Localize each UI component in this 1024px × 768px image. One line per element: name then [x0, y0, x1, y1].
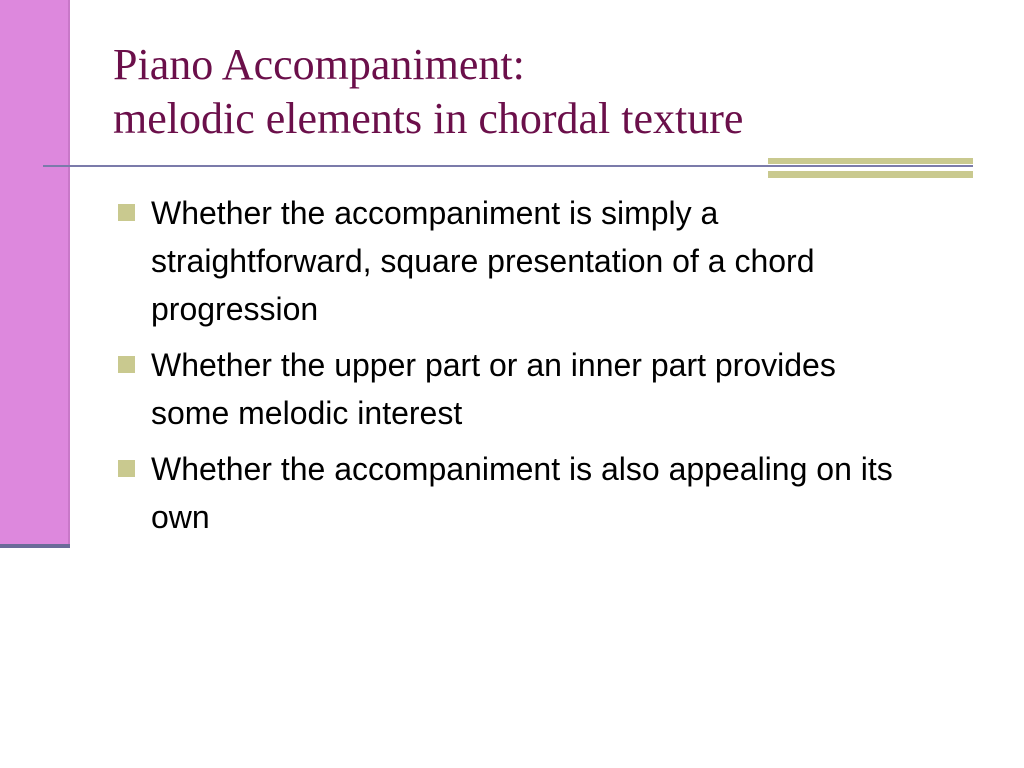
- left-bar-bottom-rule: [0, 544, 70, 548]
- title-line-1: Piano Accompaniment:: [113, 40, 525, 89]
- bullet-text: Whether the upper part or an inner part provides some melodic interest: [151, 347, 836, 431]
- left-bar-edge: [68, 0, 70, 546]
- accent-stripe: [768, 158, 973, 164]
- accent-stripe: [768, 171, 973, 178]
- accent-stripes: [768, 158, 973, 178]
- square-bullet-icon: [118, 460, 135, 477]
- square-bullet-icon: [118, 356, 135, 373]
- left-decorative-bar: [0, 0, 68, 546]
- square-bullet-icon: [118, 204, 135, 221]
- title-line-2: melodic elements in chordal texture: [113, 94, 744, 143]
- bullet-item: [116, 189, 896, 333]
- bullet-text: Whether the accompaniment is also appealing on its own: [151, 451, 893, 535]
- slide-title: [113, 38, 743, 146]
- bullet-list: [116, 189, 896, 549]
- bullet-item: [116, 341, 896, 437]
- bullet-item: [116, 445, 896, 541]
- bullet-text: Whether the accompaniment is simply a straightforward, square presentation of a chord progression: [151, 195, 815, 327]
